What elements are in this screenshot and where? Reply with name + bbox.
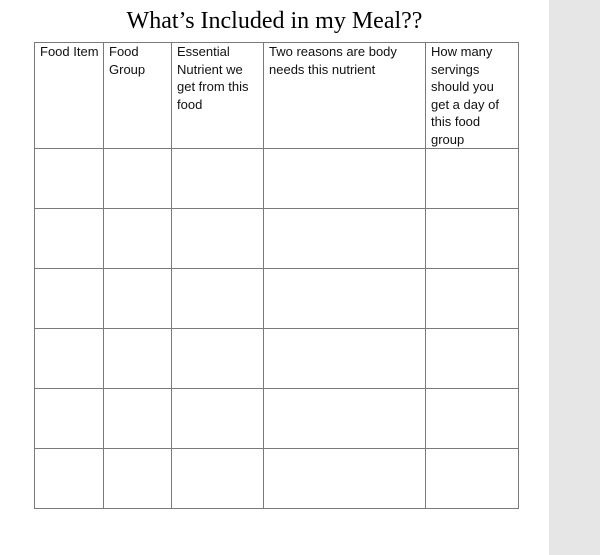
table-cell[interactable] xyxy=(104,329,172,389)
table-row xyxy=(35,449,519,509)
header-essential-nutrient: Essential Nutrient we get from this food xyxy=(172,43,264,149)
table-cell[interactable] xyxy=(426,149,519,209)
table-cell[interactable] xyxy=(104,389,172,449)
header-food-item: Food Item xyxy=(35,43,104,149)
table-cell[interactable] xyxy=(35,449,104,509)
header-food-group: Food Group xyxy=(104,43,172,149)
table-cell[interactable] xyxy=(264,209,426,269)
table-cell[interactable] xyxy=(172,329,264,389)
table-cell[interactable] xyxy=(426,389,519,449)
table-cell[interactable] xyxy=(264,449,426,509)
table-cell[interactable] xyxy=(172,449,264,509)
table-cell[interactable] xyxy=(35,209,104,269)
table-cell[interactable] xyxy=(264,149,426,209)
table-cell[interactable] xyxy=(35,389,104,449)
table-row xyxy=(35,149,519,209)
table-cell[interactable] xyxy=(172,389,264,449)
table-cell[interactable] xyxy=(172,149,264,209)
table-cell[interactable] xyxy=(172,269,264,329)
meal-table xyxy=(34,42,519,509)
header-two-reasons: Two reasons are body needs this nutrient xyxy=(264,43,426,149)
table-cell[interactable] xyxy=(264,329,426,389)
table-cell[interactable] xyxy=(426,269,519,329)
header-row xyxy=(35,43,519,149)
document-title: What’s Included in my Meal?? xyxy=(126,8,423,34)
table-cell[interactable] xyxy=(35,329,104,389)
table-cell[interactable] xyxy=(104,149,172,209)
table-cell[interactable] xyxy=(264,269,426,329)
table-cell[interactable] xyxy=(426,449,519,509)
table-row xyxy=(35,209,519,269)
table-row xyxy=(35,329,519,389)
table-row xyxy=(35,389,519,449)
header-servings: How many servings should you get a day of this food group xyxy=(426,43,519,149)
table-cell[interactable] xyxy=(35,269,104,329)
table-cell[interactable] xyxy=(104,269,172,329)
table-cell[interactable] xyxy=(104,449,172,509)
table-cell[interactable] xyxy=(104,209,172,269)
table-cell[interactable] xyxy=(426,329,519,389)
table-cell[interactable] xyxy=(426,209,519,269)
table-cell[interactable] xyxy=(264,389,426,449)
table-cell[interactable] xyxy=(35,149,104,209)
table-row xyxy=(35,269,519,329)
table-cell[interactable] xyxy=(172,209,264,269)
